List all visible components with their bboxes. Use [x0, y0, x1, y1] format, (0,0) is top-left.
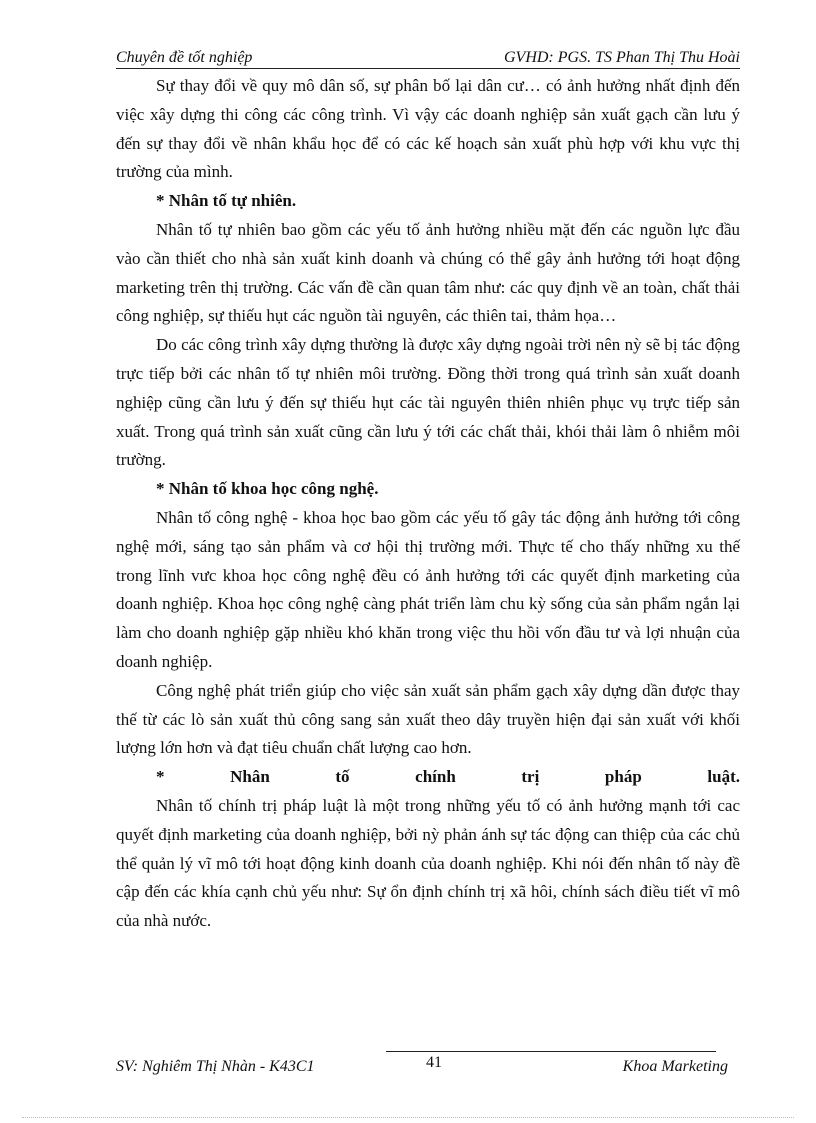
section-heading-science-technology: * Nhân tố khoa học công nghệ.: [156, 479, 379, 499]
paragraph: Nhân tố tự nhiên bao gồm các yếu tố ảnh hưởng nhiều mặt đến các nguồn lực đầu vào cần thiết cho nhà sản xuất kinh doanh và chúng có thể gây ảnh hưởng tới hoạt động marketing trên thị trường. Các vấn đề cần quan tâm như: các quy định về an toàn, chất thải công nghiệp, sự thiếu hụt các nguồn tài nguyên, các thiên tai, thảm họa…: [116, 219, 740, 326]
page-header: [116, 46, 740, 69]
section-heading-natural-factors: * Nhân tố tự nhiên.: [156, 191, 297, 211]
page-edge-dotted-line: [22, 1117, 794, 1118]
section-heading-political-legal: * Nhân tố chính trị pháp luật.: [156, 767, 740, 787]
page-number: 41: [426, 1054, 442, 1071]
footer-student: SV: Nghiêm Thị Nhàn - K43C1: [116, 1058, 315, 1075]
paragraph: Sự thay đổi về quy mô dân số, sự phân bố lại dân cư… có ảnh hưởng nhất định đến việc xây dựng thi công các công trình. Vì vậy các doanh nghiệp sản xuất gạch cần lưu ý đến sự thay đổi về nhân khẩu học để có các kế hoạch sản xuất phù hợp với khu vực thị trường của mình.: [116, 76, 740, 182]
footer-faculty: Khoa Marketing: [622, 1058, 728, 1075]
page-footer: [116, 1054, 728, 1078]
header-supervisor: GVHD: PGS. TS Phan Thị Thu Hoài: [503, 49, 740, 66]
paragraph: Nhân tố công nghệ - khoa học bao gồm các yếu tố gây tác động ảnh hưởng tới công nghệ mới, sáng tạo sản phẩm và cơ hội thị trường mới. Thực tế cho thấy những xu thế trong lĩnh vưc khoa học công nghệ đều có ảnh hưởng tới các quyết định marketing của doanh nghiệp. Khoa học công nghệ càng phát triển làm chu kỳ sống của sản phẩm ngắn lại làm cho doanh nghiệp gặp nhiều khó khăn trong việc thu hồi vốn đầu tư và lợi nhuận của doanh nghiệp.: [116, 507, 740, 671]
paragraph: Nhân tố chính trị pháp luật là một trong những yếu tố có ảnh hưởng mạnh tới cac quyết định marketing của doanh nghiệp, bởi nỳ phản ánh sự tác động can thiệp của các chủ thể quản lý vĩ mô tới hoạt động kinh doanh của doanh nghiệp. Khi nói đến nhân tố này đề cập đến các khía cạnh chủ yếu như: Sự ổn định chính trị xã hôi, chính sách điều tiết vĩ mô của nhà nước.: [116, 795, 740, 931]
header-document-type: Chuyên đề tốt nghiệp: [116, 49, 253, 66]
paragraph: Do các công trình xây dựng thường là được xây dựng ngoài trời nên nỳ sẽ bị tác động trực tiếp bởi các nhân tố tự nhiên môi trường. Đồng thời trong quá trình sản xuất doanh nghiệp cũng cần lưu ý đến sự thiếu hụt các tài nguyên thiên nhiên phục vụ trực tiếp sản xuất. Trong quá trình sản xuất cũng cần lưu ý tới các chất thải, khói thải làm ô nhiễm môi trường.: [116, 335, 740, 470]
paragraph: Công nghệ phát triển giúp cho việc sản xuất sản phẩm gạch xây dựng dần được thay thế từ các lò sản xuất thủ công sang sản xuất theo dây truyền hiện đại sản xuất với khối lượng lớn hơn và đạt tiêu chuẩn chất lượng cao hơn.: [116, 680, 740, 758]
document-body: [116, 72, 740, 936]
